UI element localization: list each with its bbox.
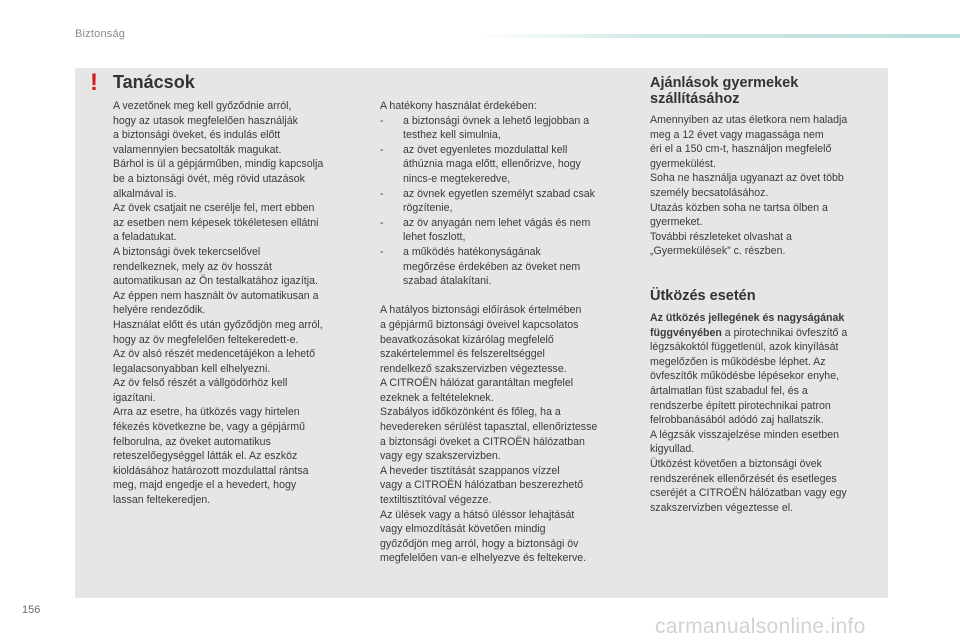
text-line: Az ülések vagy a hátsó üléssor lehajtását	[380, 508, 575, 521]
text-fragment: a pirotechnikai övfeszítő a	[721, 326, 848, 339]
text-line: automatikusan az Ön testalkatához igazítja.	[113, 275, 318, 288]
exclamation-icon: !	[90, 69, 98, 96]
text-line: Az ütközés jellegének és nagyságának	[650, 312, 845, 324]
text-line: Utazás közben soha ne tartsa ölben a	[650, 201, 828, 214]
text-line: a gépjármű biztonsági öveivel kapcsolatos	[380, 318, 579, 331]
text-line: ezeknek a feltételeknek.	[380, 391, 494, 404]
tips-column-2	[380, 99, 630, 566]
text-line: meg, majd engedje el a hevedert, hogy	[113, 479, 297, 492]
text-line: Arra az esetre, ha ütközés vagy hirtelen	[113, 406, 300, 419]
text-line: rendelkező szakszervizben végeztesse.	[380, 362, 567, 375]
text-line: győződjön meg arról, hogy a biztonsági öv	[380, 537, 579, 550]
text-line: vagy egy szakszervizben.	[380, 450, 501, 463]
text-line: textiltisztítóval végezze.	[380, 494, 492, 507]
text-line: Ütközést követően a biztonsági övek	[650, 457, 822, 470]
list-item	[380, 143, 630, 187]
tips-column-1	[113, 99, 363, 508]
text-line: Soha ne használja ugyanazt az övet több	[650, 172, 844, 185]
text-line: alkalmával is.	[113, 187, 177, 200]
text-line: megőrzése érdekében az öveket nem	[403, 260, 581, 273]
text-line	[650, 326, 885, 341]
text-line: - a működés hatékonyságának	[403, 245, 541, 258]
text-line: Az öv felső részét a vállgödörhöz kell	[113, 377, 288, 390]
text-line: a biztonsági öveket a CITROËN hálózatban	[380, 435, 585, 448]
text-line: legalacsonyabban kell elhelyezni.	[113, 362, 271, 375]
text-line: testhez kell simulnia,	[403, 129, 501, 142]
text-line: lehet foszlott,	[403, 231, 466, 244]
text-line: Az éppen nem használt öv automatikusan a	[113, 289, 319, 302]
list-intro: A hatékony használat érdekében:	[380, 100, 537, 112]
list-item	[380, 114, 630, 143]
text-line: hogy az öv megfelelően feltekeredett-e.	[113, 333, 299, 346]
text-line: cseréjét a CITROËN hálózatban vagy egy	[650, 487, 847, 500]
text-line: nincs-e megtekeredve,	[403, 172, 511, 185]
text-line: a biztonsági öveket, és indulás előtt	[113, 129, 281, 142]
text-line: kioldásához határozott mozdulattal rántsa	[113, 464, 309, 477]
text-line: A vezetőnek meg kell győződnie arról,	[113, 100, 292, 112]
text-line: lassan feltekeredjen.	[113, 494, 211, 507]
text-line: Használat előtt és után győződjön meg arról,	[113, 318, 323, 331]
text-line: rendszerének ellenőrzését és esetleges	[650, 472, 837, 485]
text-line: áthúznia maga előtt, ellenőrizve, hogy	[403, 158, 581, 171]
text-line: - az övet egyenletes mozdulattal kell	[403, 143, 568, 156]
text-line: - a biztonsági övnek a lehető legjobban a	[403, 114, 590, 127]
text-line: rögzítenie,	[403, 202, 453, 215]
text-line: övfeszítők működésbe lépésekor enyhe,	[650, 370, 840, 383]
bold-phrase: függvényében	[650, 326, 722, 339]
text-line: rendszerbe épített pirotechnikai patron	[650, 399, 831, 412]
text-line: A CITROËN hálózat garantáltan megfelel	[380, 377, 574, 390]
text-line: A biztonsági övek tekercselővel	[113, 245, 261, 258]
text-line: Amennyiben az utas életkora nem haladja	[650, 114, 848, 126]
text-line: megelőzően is működésbe léphet. Az	[650, 355, 826, 368]
text-line: vagy elmozdítását követően mindig	[380, 523, 546, 536]
text-line: légzsákoktól függetlenül, azok kinyílását	[650, 341, 839, 354]
text-line: Bárhol is ül a gépjárműben, mindig kapcsolja	[113, 158, 324, 171]
child-transport-heading	[650, 75, 870, 107]
text-line: meg a 12 évet vagy magassága nem	[650, 128, 824, 141]
text-line: szabad átalakítani.	[403, 275, 492, 288]
text-line: személy becsatolásához.	[650, 186, 769, 199]
text-line: - az öv anyagán nem lehet vágás és nem	[403, 216, 591, 229]
text-line: hevedereken sérülést tapasztal, ellenőriztesse	[380, 421, 598, 434]
text-line: felrobbanásából adódó zaj hallatszik.	[650, 414, 824, 427]
paragraph-gap	[380, 289, 630, 304]
text-line: be a biztonsági övét, még rövid utazások	[113, 172, 305, 185]
section-title: Biztonság	[75, 28, 126, 40]
text-line: fékezés következne be, vagy a gépjármű	[113, 421, 305, 434]
text-line: Az övek csatjait ne cserélje fel, mert ebben	[113, 202, 315, 215]
child-transport-text	[650, 113, 885, 259]
text-line: helyére rendeződik.	[113, 304, 206, 317]
collision-text	[650, 311, 885, 515]
heading-line: Ajánlások gyermekek	[650, 75, 799, 91]
text-line: felborulna, az öveket automatikus	[113, 435, 271, 448]
text-line: szakszervizben végeztesse el.	[650, 501, 794, 514]
text-line: gyermeket.	[650, 216, 703, 229]
text-line: megfelelően van-e elhelyezve és feltekerve.	[380, 552, 587, 565]
text-line: ártalmatlan füst szabadul fel, és a	[650, 384, 808, 397]
text-line: A heveder tisztítását szappanos vízzel	[380, 464, 560, 477]
text-line: Az öv alsó részét medencetájékon a lehető	[113, 348, 315, 361]
text-line: szakértelemmel és felszereltséggel	[380, 348, 545, 361]
text-line: gyermekülést.	[650, 157, 716, 170]
tips-heading: Tanácsok	[113, 72, 195, 92]
heading-line: szállításához	[650, 91, 740, 107]
header-rule	[480, 34, 960, 38]
text-line: rendelkeznek, mely az öv hosszát	[113, 260, 272, 273]
text-line: beavatkozásokat kizárólag megfelelő	[380, 333, 554, 346]
list-item	[380, 216, 630, 245]
watermark: carmanualsonline.info	[655, 615, 866, 638]
list-item	[380, 245, 630, 289]
text-line: Szabályos időközönként és főleg, ha a	[380, 406, 561, 419]
page-number: 156	[22, 604, 41, 616]
text-line: „Gyermekülések” c. részben.	[650, 245, 786, 258]
list-item	[380, 187, 630, 216]
tips-list	[380, 114, 630, 289]
text-line: vagy a CITROËN hálózatban beszerezhető	[380, 479, 584, 492]
text-line: kigyullad.	[650, 443, 695, 456]
text-line: A légzsák visszajelzése minden esetben	[650, 428, 840, 441]
text-line: reteszelőegységgel látták el. Az eszköz	[113, 450, 298, 463]
text-line: - az övnek egyetlen személyt szabad csak	[403, 187, 595, 200]
text-line: a feladatukat.	[113, 231, 177, 244]
text-line: További részleteket olvashat a	[650, 230, 792, 243]
text-line: A hatályos biztonsági előírások értelmében	[380, 304, 582, 317]
text-line: valamennyien becsatolták magukat.	[113, 143, 282, 156]
text-line: az esetben nem képesek tökéletesen ellátni	[113, 216, 319, 229]
collision-heading: Ütközés esetén	[650, 288, 756, 304]
text-line: igazítani.	[113, 391, 156, 404]
text-line: éri el a 150 cm-t, használjon megfelelő	[650, 143, 832, 156]
text-line: hogy az utasok megfelelően használják	[113, 114, 298, 127]
